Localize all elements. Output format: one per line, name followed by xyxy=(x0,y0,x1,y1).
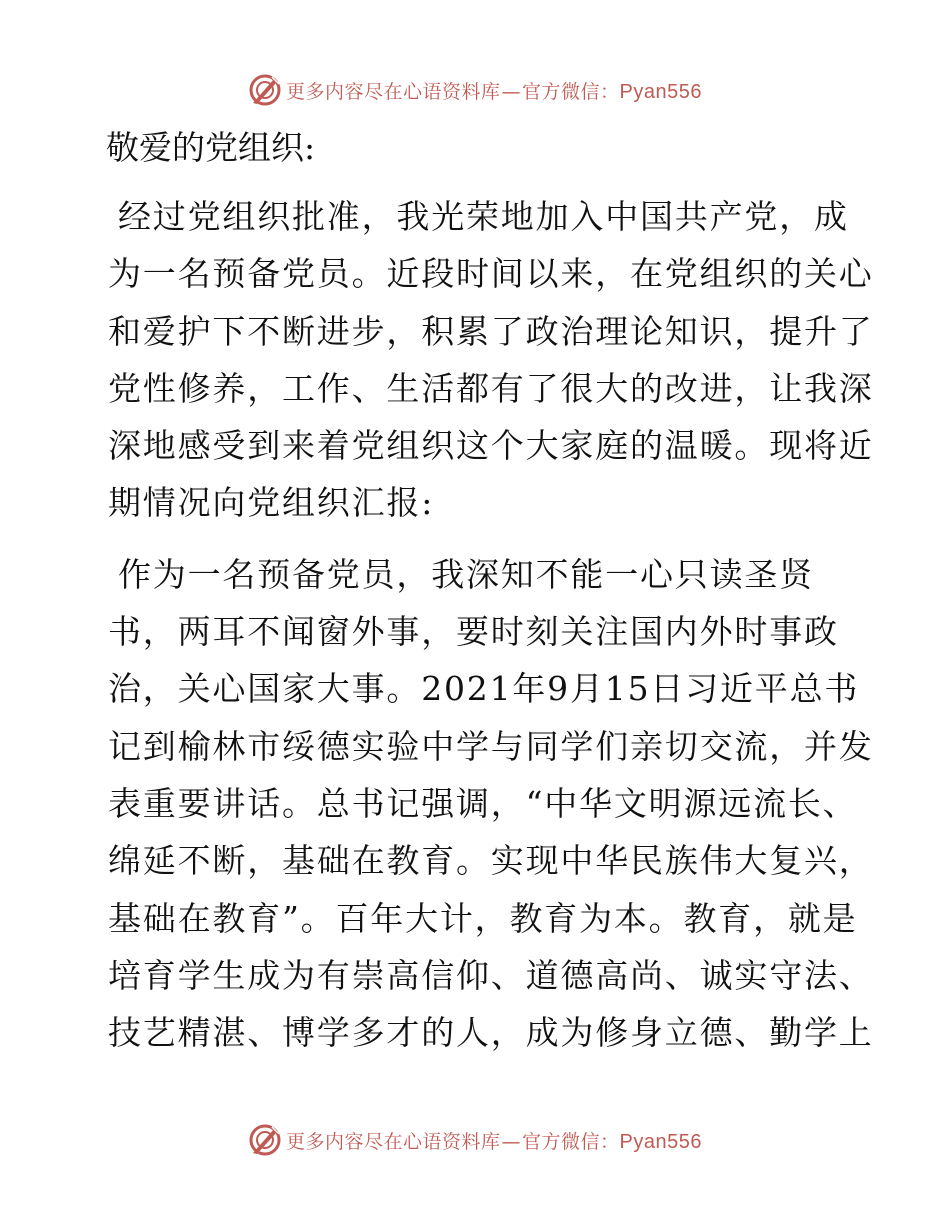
paragraph-line: 作为一名预备党员，我深知不能一心只读圣贤 xyxy=(118,554,814,594)
paragraph-1 xyxy=(98,188,874,532)
footer-separator: — xyxy=(501,1130,522,1153)
paragraph-line: 为一名预备党员。近段时间以来，在党组织的关心 xyxy=(108,254,874,294)
header-contact-text: 官方微信： xyxy=(522,80,620,103)
paragraph-line: 基础在教育”。百年大计，教育为本。教育，就是 xyxy=(108,898,858,938)
paragraph-line: 记到榆林市绥德实验中学与同学们亲切交流，并发 xyxy=(108,726,874,766)
header-watermark-text xyxy=(286,77,702,104)
paragraph-line: 技艺精湛、博学多才的人，成为修身立德、勤学上 xyxy=(108,1013,874,1053)
paragraph-line: 和爱护下不断进步，积累了政治理论知识，提升了 xyxy=(108,311,874,351)
paragraph-line: 深地感受到来着党组织这个大家庭的温暖。现将近 xyxy=(108,426,874,466)
paragraph-line: 经过党组织批准，我光荣地加入中国共产党，成 xyxy=(118,197,849,236)
footer-watermark-text xyxy=(286,1127,702,1154)
quill-seal-icon xyxy=(248,73,282,107)
paragraph-line: 期情况向党组织汇报: xyxy=(108,483,435,523)
paragraph-2 xyxy=(98,546,874,1062)
paragraph-line: 绵延不断，基础在教育。实现中华民族伟大复兴， xyxy=(108,841,874,881)
footer-watermark xyxy=(0,1120,950,1160)
header-site-text: 更多内容尽在心语资料库 xyxy=(286,80,501,103)
paragraph-line: 治，关心国家大事。2021年9月15日习近平总书 xyxy=(108,669,860,709)
paragraph-line: 党性修养，工作、生活都有了很大的改进，让我深 xyxy=(108,368,874,408)
salutation: 敬爱的党组织: xyxy=(106,128,316,167)
paragraph-line: 培育学生成为有崇高信仰、道德高尚、诚实守法、 xyxy=(108,955,874,995)
footer-site-text: 更多内容尽在心语资料库 xyxy=(286,1130,501,1153)
paragraph-line: 表重要讲话。总书记强调，“中华文明源远流长、 xyxy=(108,783,858,823)
paragraph-line: 书，两耳不闻窗外事，要时刻关注国内外时事政 xyxy=(108,612,839,652)
document-body xyxy=(98,120,874,1075)
quill-seal-icon xyxy=(248,1123,282,1157)
header-wechat-id: Pyan556 xyxy=(619,80,702,103)
footer-wechat-id: Pyan556 xyxy=(619,1130,702,1153)
footer-contact-text: 官方微信： xyxy=(522,1130,620,1153)
header-watermark xyxy=(0,70,950,110)
header-separator: — xyxy=(501,80,522,103)
